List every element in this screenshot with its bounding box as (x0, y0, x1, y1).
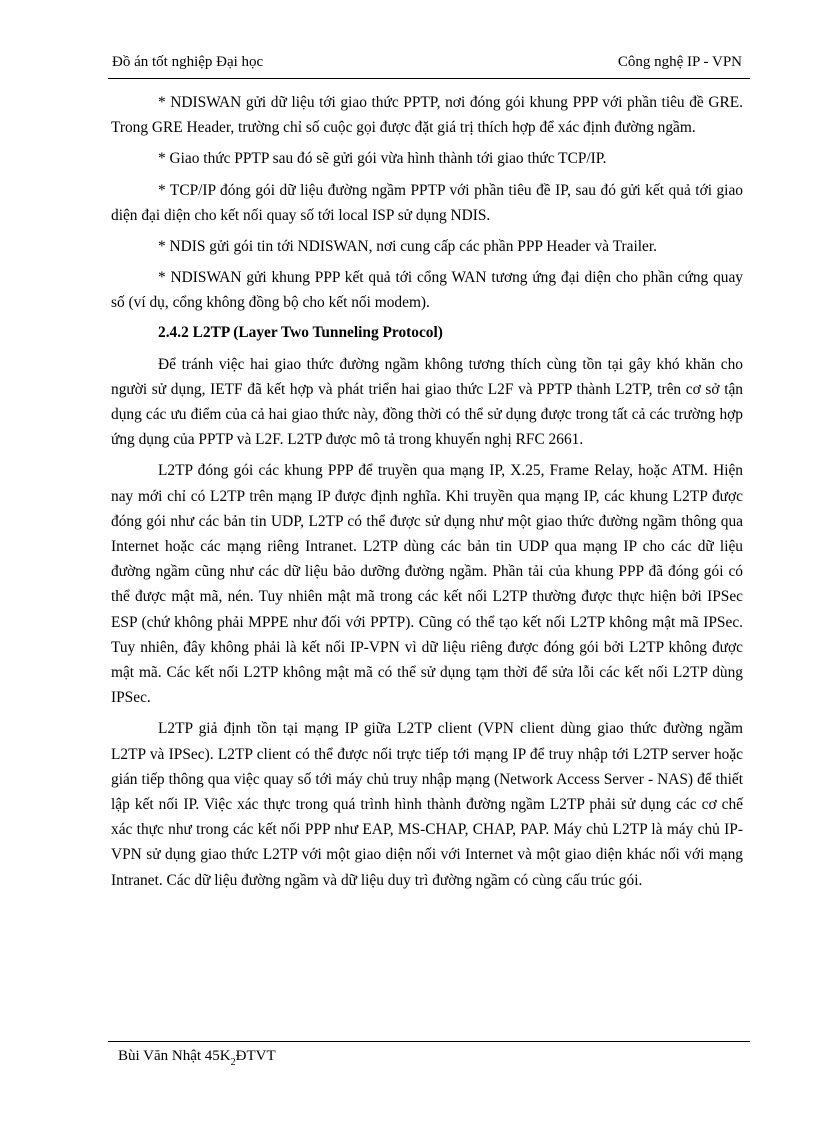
paragraph-tcpip-ndis: * TCP/IP đóng gói dữ liệu đường ngầm PPTP với phần tiêu đề IP, sau đó gửi kết quả tới giao diện đại diện cho kết nối quay số tới local ISP sử dụng NDIS. (111, 181, 743, 224)
footer-subscript: 2 (230, 1057, 236, 1068)
page-body (111, 90, 743, 899)
footer-author-name: Bùi Văn Nhật 45K (118, 1048, 231, 1064)
page-footer (108, 1041, 750, 1068)
paragraph-ndiswan-pptp: * NDISWAN gửi dữ liệu tới giao thức PPTP, nơi đóng gói khung PPP với phần tiêu đề GRE. Trong GRE Header, trường chỉ số cuộc gọi được đặt giá trị thích hợp để xác định đường ngầm. (111, 94, 743, 137)
footer-author (118, 1048, 276, 1068)
section-heading-l2tp: 2.4.2 L2TP (Layer Two Tunneling Protocol) (158, 323, 443, 341)
page-header (108, 52, 750, 79)
paragraph-ndis-ndiswan: * NDIS gửi gói tin tới NDISWAN, nơi cung cấp các phần PPP Header và Trailer. (158, 238, 657, 256)
paragraph-l2tp-encapsulation: L2TP đóng gói các khung PPP để truyền qua mạng IP, X.25, Frame Relay, hoặc ATM. Hiện nay mới chỉ có L2TP trên mạng IP được định nghĩa. Khi truyền qua mạng IP, các khung L2TP được đóng gói như các bản tin UDP, L2TP có thể được sử dụng như một giao thức đường ngầm thông qua Internet hoặc các mạng riêng Intranet. L2TP dùng các bản tin UDP qua mạng IP cho các dữ liệu đường ngầm cũng như các dữ liệu bảo dưỡng đường ngầm. Phần tải của khung PPP đã đóng gói có thể được mật mã, nén. Tuy nhiên mật mã trong các kết nối L2TP thường được thực hiện bởi IPSec ESP (chứ không phải MPPE như đối với PPTP). Cũng có thể tạo kết nối L2TP không mật mã IPSec. Tuy nhiên, đây không phải là kết nối IP-VPN vì dữ liệu riêng được đóng gói bởi L2TP không được mật mã. Các kết nối L2TP không mật mã có thể sử dụng tạm thời để sửa lỗi các kết nối L2TP dùng IPSec. (111, 462, 743, 707)
paragraph-l2tp-intro: Để tránh việc hai giao thức đường ngầm không tương thích cùng tồn tại gây khó khăn cho người sử dụng, IETF đã kết hợp và phát triển hai giao thức L2F và PPTP thành L2TP, trên cơ sở tận dụng các ưu điểm của cả hai giao thức này, đồng thời có thể sử dụng được trong tất cả các trường hợp ứng dụng của PPTP và L2F. L2TP được mô tả trong khuyến nghị RFC 2661. (111, 355, 743, 449)
footer-class: ĐTVT (235, 1048, 276, 1064)
header-document-title: Đồ án tốt nghiệp Đại học (112, 54, 264, 70)
paragraph-pptp-tcpip: * Giao thức PPTP sau đó sẽ gửi gói vừa hình thành tới giao thức TCP/IP. (158, 150, 607, 168)
paragraph-ndiswan-wan: * NDISWAN gửi khung PPP kết quả tới cổng WAN tương ứng đại diện cho phần cứng quay số (ví dụ, cổng không đồng bộ cho kết nối modem). (111, 269, 743, 312)
header-topic: Công nghệ IP - VPN (617, 54, 742, 70)
paragraph-l2tp-client: L2TP giả định tồn tại mạng IP giữa L2TP client (VPN client dùng giao thức đường ngầm L2TP và IPSec). L2TP client có thể được nối trực tiếp tới mạng IP để truy nhập tới L2TP server hoặc gián tiếp thông qua việc quay số tới máy chủ truy nhập mạng (Network Access Server - NAS) để thiết lập kết nối IP. Việc xác thực trong quá trình hình thành đường ngầm L2TP phải sử dụng các cơ chế xác thực như trong các kết nối PPP như EAP, MS-CHAP, CHAP, PAP. Máy chủ L2TP là máy chủ IP-VPN sử dụng giao thức L2TP với một giao diện nối với Internet và một giao diện khác nối với mạng Intranet. Các dữ liệu đường ngầm và dữ liệu duy trì đường ngầm có cùng cấu trúc gói. (111, 720, 743, 889)
